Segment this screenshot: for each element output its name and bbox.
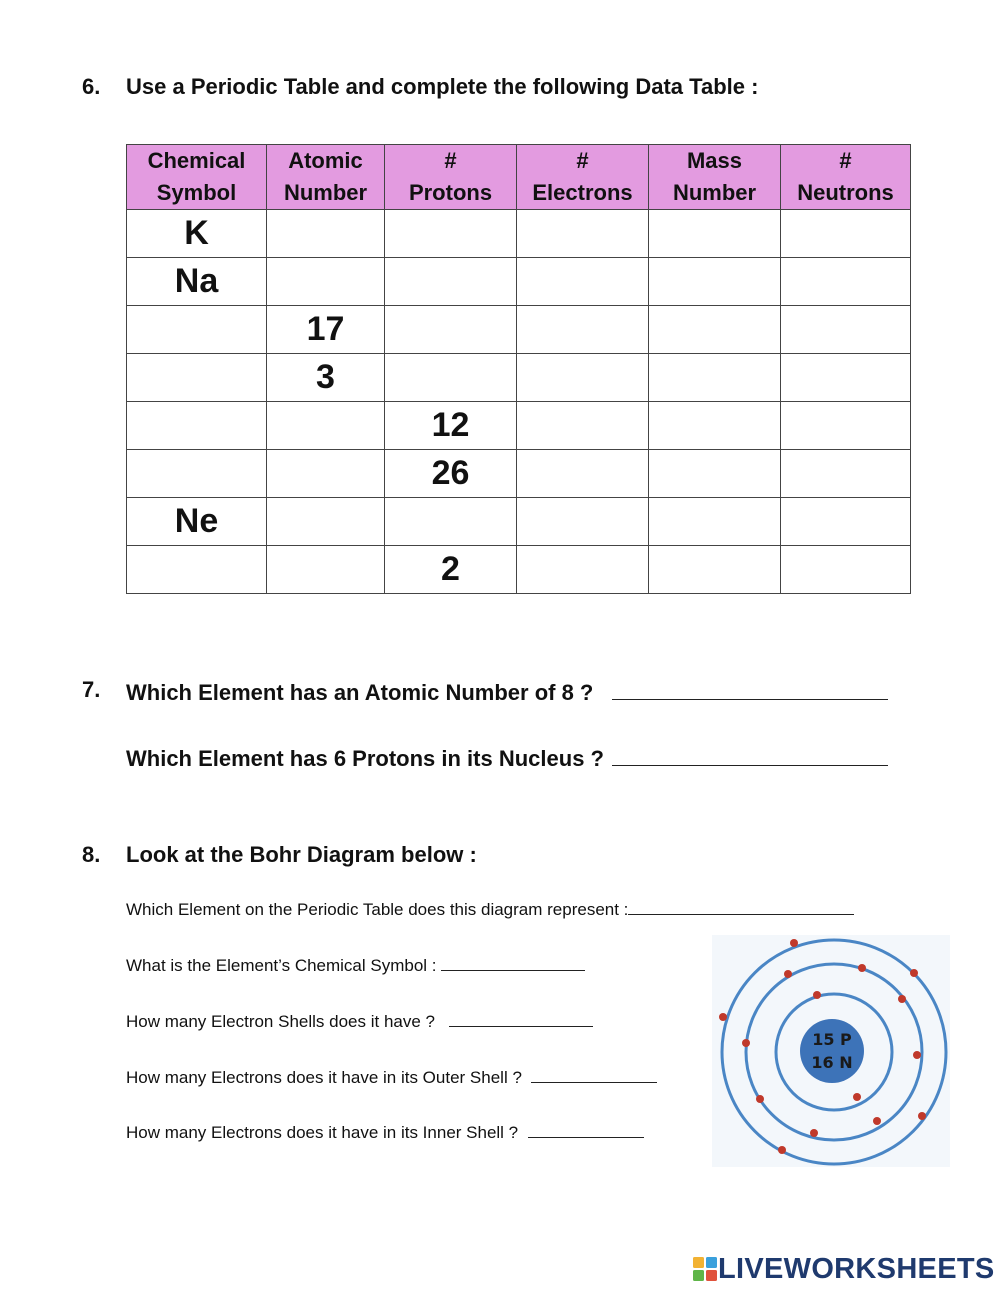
question-7a xyxy=(126,677,888,706)
liveworksheets-logo xyxy=(692,1252,995,1286)
table-cell[interactable] xyxy=(517,306,649,354)
table-cell: 3 xyxy=(267,354,385,402)
header-electrons: # Electrons xyxy=(517,145,649,210)
table-cell[interactable] xyxy=(385,306,517,354)
question-8e: How many Electrons does it have in its Inner Shell ? xyxy=(126,1120,644,1143)
answer-7b-blank[interactable] xyxy=(612,743,888,766)
bohr-diagram xyxy=(712,935,950,1167)
question-7b-text: Which Element has 6 Protons in its Nucleus ? xyxy=(126,746,604,771)
header-protons: # Protons xyxy=(385,145,517,210)
table-cell[interactable] xyxy=(517,402,649,450)
table-cell[interactable] xyxy=(127,354,267,402)
nucleus-protons-label: 15 P xyxy=(812,1030,852,1049)
table-cell[interactable] xyxy=(517,354,649,402)
electron xyxy=(756,1095,764,1103)
table-cell[interactable] xyxy=(649,210,781,258)
nucleus xyxy=(800,1019,864,1083)
liveworksheets-logo-text: LIVEWORKSHEETS xyxy=(718,1252,995,1285)
table-cell[interactable] xyxy=(517,498,649,546)
table-cell: Na xyxy=(127,258,267,306)
table-cell: 26 xyxy=(385,450,517,498)
header-neutrons: # Neutrons xyxy=(781,145,911,210)
question-7a-text: Which Element has an Atomic Number of 8 ? xyxy=(126,680,594,705)
table-cell[interactable] xyxy=(649,354,781,402)
question-8a: Which Element on the Periodic Table does this diagram represent : xyxy=(126,897,854,920)
table-cell[interactable] xyxy=(781,498,911,546)
question-6-title: Use a Periodic Table and complete the following Data Table : xyxy=(126,74,759,99)
table-cell[interactable] xyxy=(385,354,517,402)
table-cell[interactable] xyxy=(649,498,781,546)
table-cell[interactable] xyxy=(649,546,781,594)
bohr-diagram-svg xyxy=(712,935,950,1167)
table-row xyxy=(127,306,911,354)
table-cell: K xyxy=(127,210,267,258)
electron xyxy=(873,1117,881,1125)
electron xyxy=(910,969,918,977)
table-row xyxy=(127,210,911,258)
table-cell[interactable] xyxy=(267,546,385,594)
question-8b: What is the Element’s Chemical Symbol : xyxy=(126,953,585,976)
table-cell[interactable] xyxy=(781,402,911,450)
table-cell[interactable] xyxy=(267,210,385,258)
table-cell[interactable] xyxy=(781,546,911,594)
table-row xyxy=(127,546,911,594)
table-cell[interactable] xyxy=(267,402,385,450)
table-cell[interactable] xyxy=(517,546,649,594)
table-row xyxy=(127,498,911,546)
electron xyxy=(813,991,821,999)
table-cell[interactable] xyxy=(385,210,517,258)
table-cell[interactable] xyxy=(127,402,267,450)
table-row xyxy=(127,450,911,498)
answer-8b-blank[interactable] xyxy=(441,953,585,971)
electron xyxy=(719,1013,727,1021)
question-6-number: 6. xyxy=(82,74,101,99)
electron xyxy=(853,1093,861,1101)
question-7-number: 7. xyxy=(82,677,101,702)
header-atomic-number: Atomic Number xyxy=(267,145,385,210)
table-cell[interactable] xyxy=(385,498,517,546)
header-mass-number: Mass Number xyxy=(649,145,781,210)
table-cell[interactable] xyxy=(649,306,781,354)
table-cell[interactable] xyxy=(781,258,911,306)
table-row xyxy=(127,258,911,306)
table-cell[interactable] xyxy=(649,258,781,306)
table-cell[interactable] xyxy=(649,450,781,498)
table-cell[interactable] xyxy=(267,450,385,498)
table-cell: 17 xyxy=(267,306,385,354)
electron xyxy=(913,1051,921,1059)
answer-7a-blank[interactable] xyxy=(612,677,888,700)
header-row xyxy=(127,145,911,210)
question-8-number: 8. xyxy=(82,842,101,867)
electron xyxy=(810,1129,818,1137)
table-cell[interactable] xyxy=(127,306,267,354)
table-row xyxy=(127,402,911,450)
liveworksheets-logo-icon xyxy=(692,1256,718,1282)
question-8-title: Look at the Bohr Diagram below : xyxy=(126,842,477,867)
nucleus-neutrons-label: 16 N xyxy=(811,1053,853,1072)
answer-8c-blank[interactable] xyxy=(449,1009,593,1027)
answer-8a-blank[interactable] xyxy=(628,897,854,915)
table-cell[interactable] xyxy=(127,450,267,498)
table-cell[interactable] xyxy=(385,258,517,306)
table-cell: 12 xyxy=(385,402,517,450)
table-cell[interactable] xyxy=(127,546,267,594)
answer-8e-blank[interactable] xyxy=(528,1120,644,1138)
electron xyxy=(742,1039,750,1047)
data-table xyxy=(126,144,911,594)
answer-8d-blank[interactable] xyxy=(531,1065,657,1083)
table-cell[interactable] xyxy=(517,450,649,498)
table-cell[interactable] xyxy=(517,258,649,306)
electron xyxy=(778,1146,786,1154)
electron xyxy=(784,970,792,978)
table-body xyxy=(127,210,911,594)
table-cell[interactable] xyxy=(781,306,911,354)
table-cell[interactable] xyxy=(781,210,911,258)
question-8c: How many Electron Shells does it have ? xyxy=(126,1009,593,1032)
electron xyxy=(898,995,906,1003)
table-row xyxy=(127,354,911,402)
question-8d: How many Electrons does it have in its Outer Shell ? xyxy=(126,1065,657,1088)
table-cell: 2 xyxy=(385,546,517,594)
table-cell: Ne xyxy=(127,498,267,546)
table-cell[interactable] xyxy=(517,210,649,258)
electron xyxy=(918,1112,926,1120)
table-cell[interactable] xyxy=(267,498,385,546)
electron xyxy=(790,939,798,947)
electron xyxy=(858,964,866,972)
question-7b xyxy=(126,743,888,772)
header-chemical-symbol: Chemical Symbol xyxy=(127,145,267,210)
table-cell[interactable] xyxy=(267,258,385,306)
table-cell[interactable] xyxy=(781,354,911,402)
table-cell[interactable] xyxy=(649,402,781,450)
table-cell[interactable] xyxy=(781,450,911,498)
